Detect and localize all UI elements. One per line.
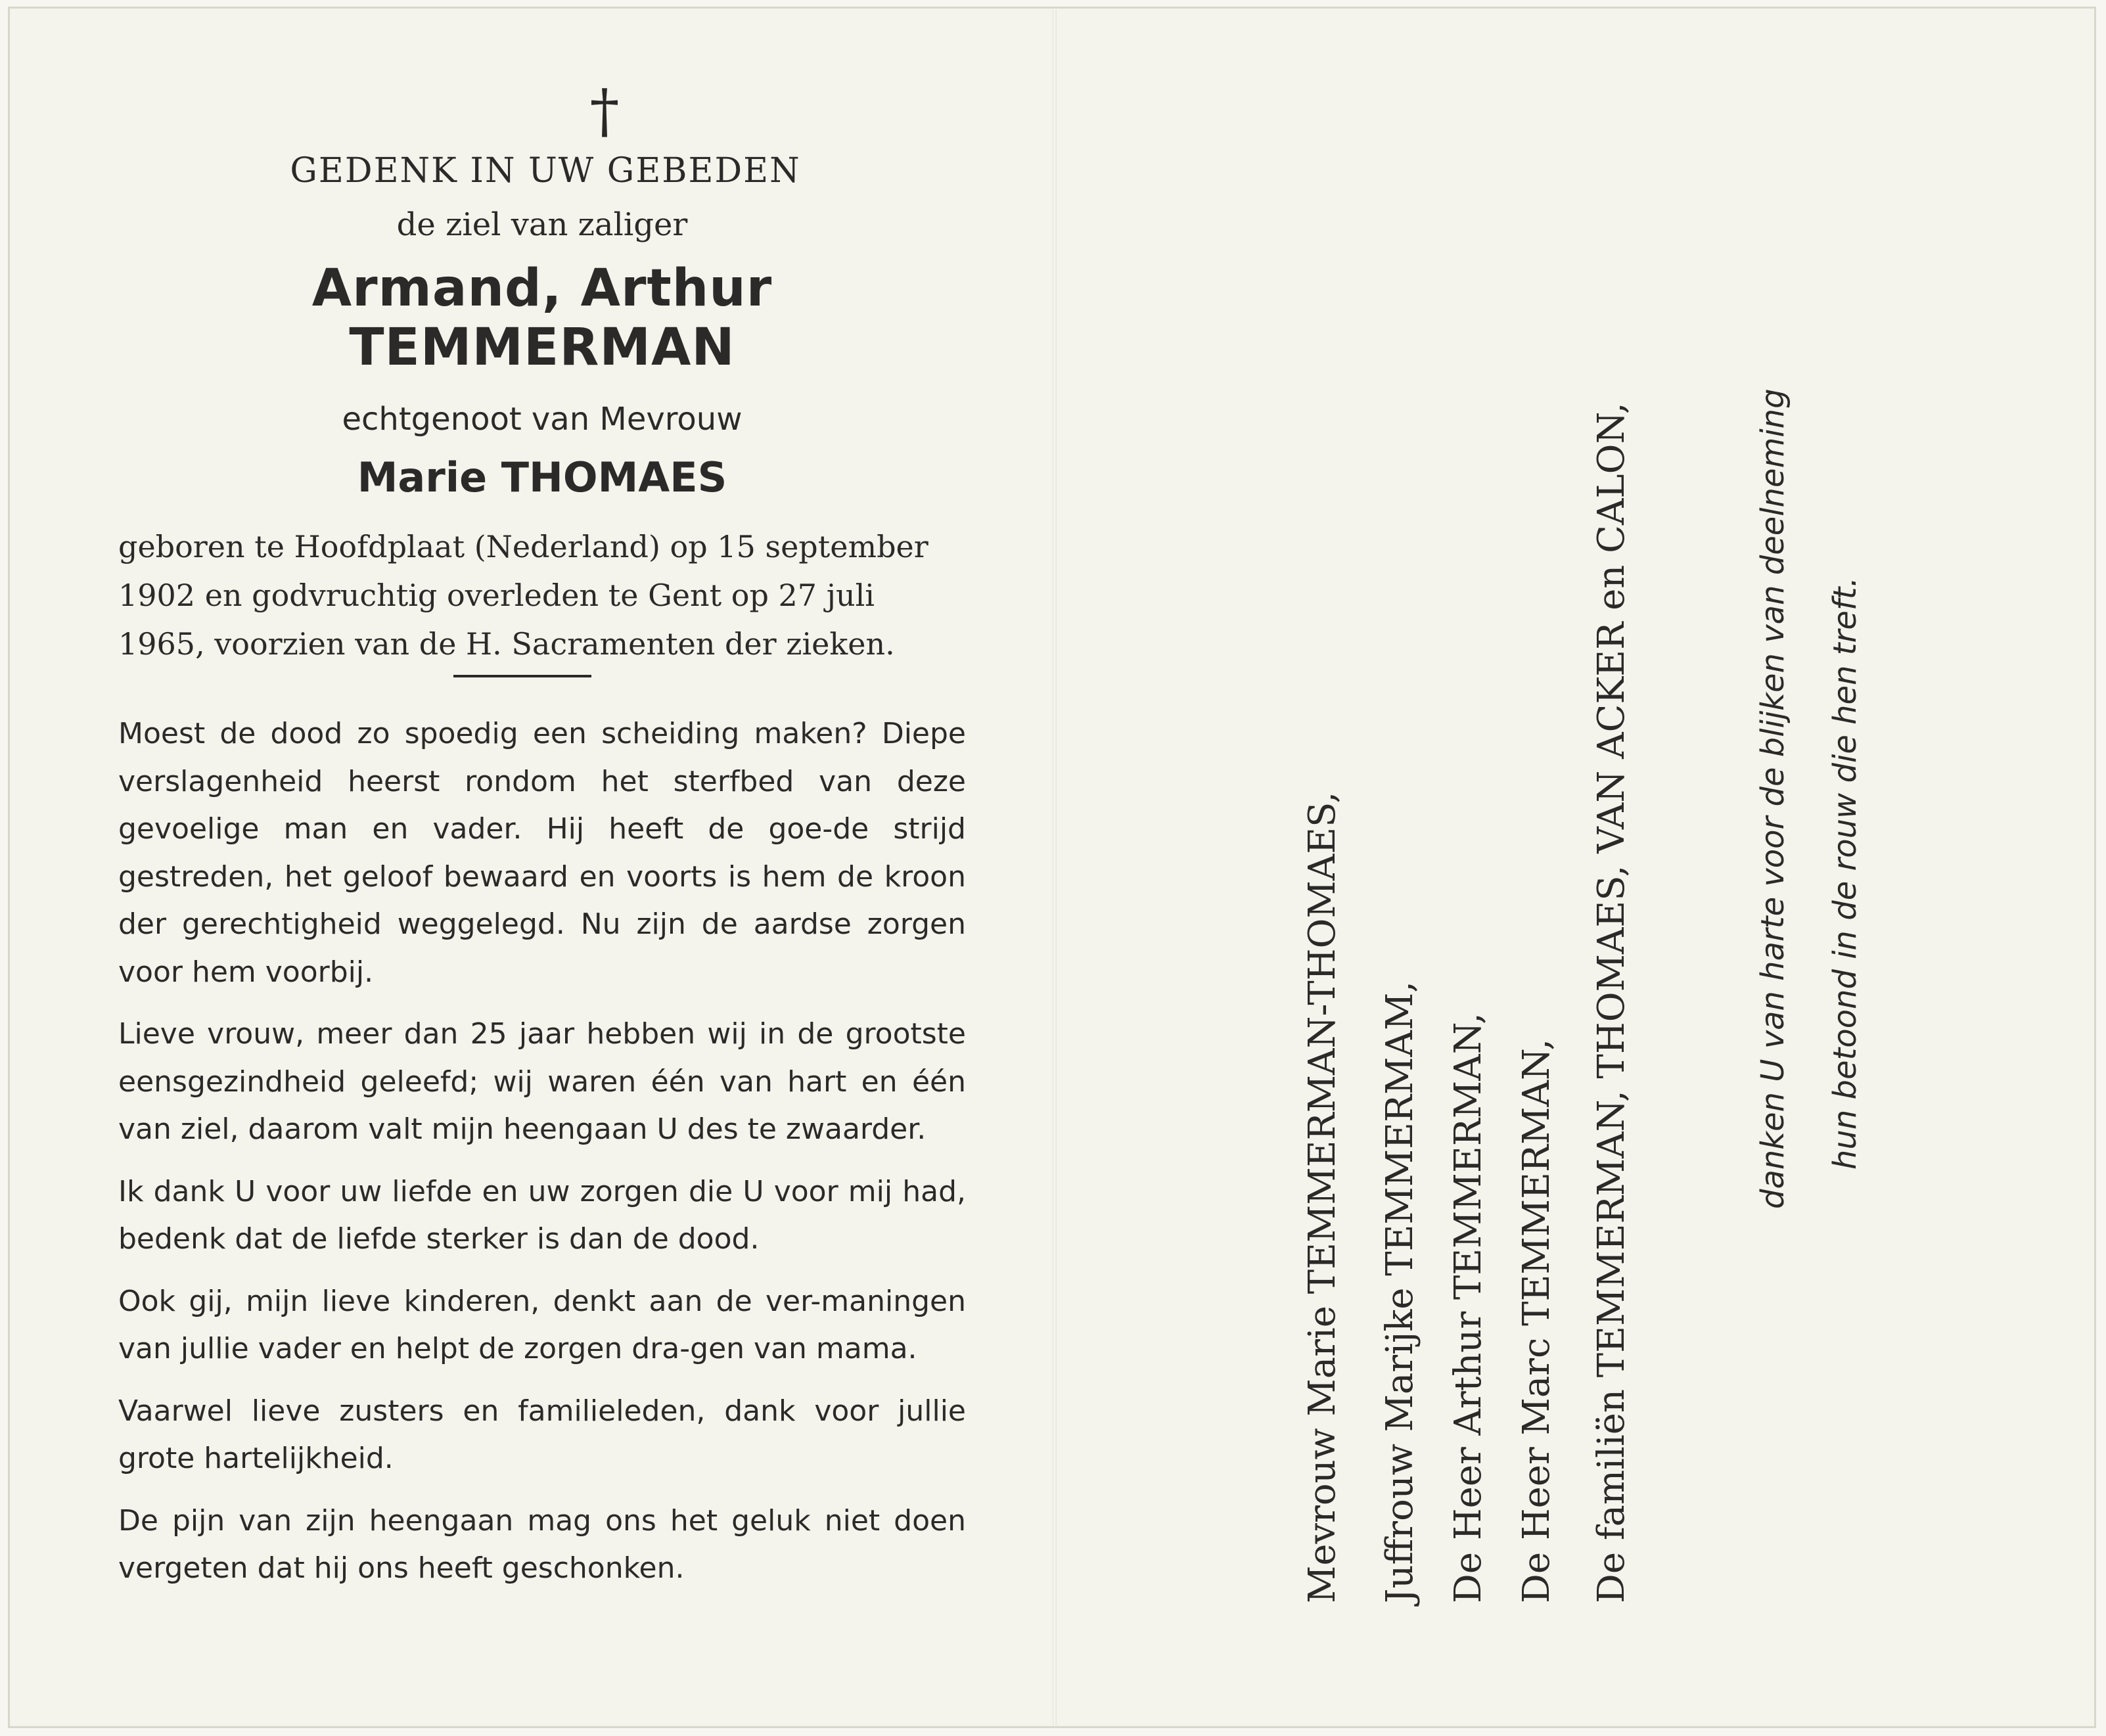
soul-line: de ziel van zaliger xyxy=(396,206,688,243)
thanks-line: danken U van harte voor de blijken van deelneming xyxy=(1754,388,1791,1209)
right-panel xyxy=(1301,125,1892,1603)
bio-line: 1902 en godvruchtig overleden te Gent op 27 juli xyxy=(118,578,875,613)
thanks-line: hun betoond in de rouw die hen treft. xyxy=(1827,577,1864,1170)
mourner-line: Mevrouw Marie TEMMERMAN-THOMAES, xyxy=(1301,791,1344,1603)
paragraph: Ik dank U voor uw liefde en uw zorgen die U voor mij had, bedenk dat de liefde sterker is dan de dood. xyxy=(118,1174,966,1256)
mourner-line: De familiën TEMMERMAN, THOMAES, VAN ACKER en CALON, xyxy=(1590,402,1633,1603)
spouse-intro: echtgenoot van Mevrouw xyxy=(342,401,743,438)
left-panel xyxy=(118,79,966,1607)
memorial-text xyxy=(118,710,966,1593)
cross-icon: † xyxy=(589,77,620,146)
spouse-name: Marie THOMAES xyxy=(357,453,727,501)
paragraph: Ook gij, mijn lieve kinderen, denkt aan de ver-maningen van jullie vader en helpt de zorgen dra-gen van mama. xyxy=(118,1284,966,1365)
paragraph: Lieve vrouw, meer dan 25 jaar hebben wij in de grootste eensgezindheid geleefd; wij waren één van hart en één van ziel, daarom valt mijn heengaan U des te zwaarder. xyxy=(118,1017,966,1146)
paragraph: De pijn van zijn heengaan mag ons het geluk niet doen vergeten dat hij ons heeft geschonken. xyxy=(118,1503,966,1585)
paragraph: Moest de dood zo spoedig een scheiding maken? Diepe verslagenheid heerst rondom het sterfbed van deze gevoelige man en vader. Hij heeft de goe-de strijd gestreden, het geloof bewaard en voorts is hem de kroon der gerechtigheid weggelegd. Nu zijn de aardse zorgen voor hem voorbij. xyxy=(118,717,966,989)
bio-line: 1965, voorzien van de H. Sacramenten der zieken. xyxy=(118,626,895,662)
divider xyxy=(453,675,591,677)
biography xyxy=(118,522,966,668)
bio-line: geboren te Hoofdplaat (Nederland) op 15 september xyxy=(118,529,928,564)
mourner-line: De Heer Marc TEMMERMAN, xyxy=(1515,1038,1558,1603)
prayer-heading: GEDENK IN UW GEBEDEN xyxy=(290,151,801,191)
card-fold xyxy=(1053,9,1057,1725)
paragraph: Vaarwel lieve zusters en familieleden, dank voor jullie grote hartelijkheid. xyxy=(118,1394,966,1475)
mourner-line: Juffrouw Marijke TEMMERMAM, xyxy=(1379,980,1421,1603)
mourner-line: De Heer Arthur TEMMERMAN, xyxy=(1447,1013,1490,1603)
deceased-name: Armand, Arthur TEMMERMAN xyxy=(311,259,773,377)
